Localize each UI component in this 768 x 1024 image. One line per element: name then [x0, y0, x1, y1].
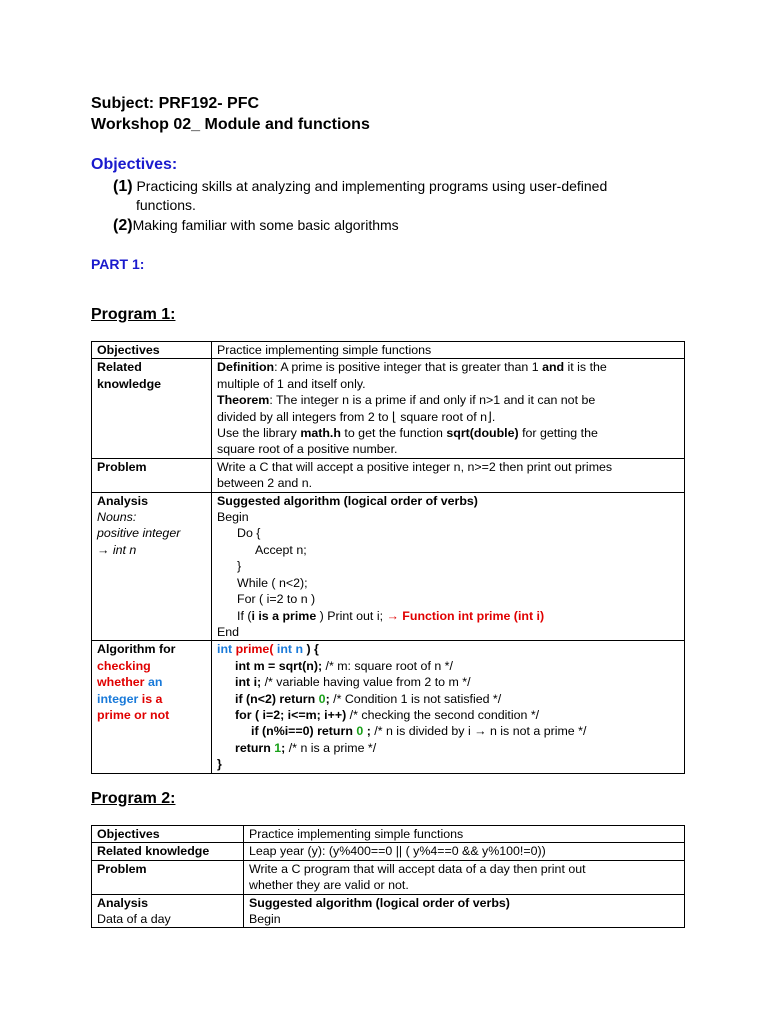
code-comment: /* variable having value from 2 to m */ [261, 675, 471, 690]
definition-text: it is the [564, 360, 607, 375]
code-text: ; [281, 740, 286, 755]
row-label: Objectives [92, 342, 212, 359]
code-line [217, 674, 679, 690]
program-1-table [91, 341, 685, 774]
analysis-label: Analysis [97, 895, 148, 910]
library-name: math.h [300, 426, 341, 441]
row-text [212, 458, 685, 492]
code-text: for ( i=2; i<=m; i++) [235, 707, 347, 722]
label-word: whether [97, 675, 145, 690]
table-row [92, 843, 685, 860]
library-text: to get the function [340, 426, 447, 441]
row-label: Related knowledge [92, 843, 244, 860]
label-line [97, 691, 206, 707]
table-row [92, 492, 685, 641]
code-line [217, 723, 679, 739]
algorithm-line: Begin [217, 510, 249, 525]
program-2-table [91, 825, 685, 928]
algorithm-line: End [217, 624, 240, 639]
code-text: if (n<2) return [235, 691, 319, 706]
code-comment: /* checking the second condition */ [346, 707, 540, 722]
code-comment: /* m: square root of n */ [322, 658, 453, 673]
row-text: Practice implementing simple functions [212, 342, 685, 359]
program-2-heading: Program 2: [91, 790, 176, 807]
definition-and: and [542, 360, 565, 375]
algorithm-line: Accept n; [255, 542, 307, 557]
row-label [92, 492, 212, 641]
code-function: prime( [232, 642, 274, 657]
label-word: integer [97, 691, 139, 706]
objective-text: Making familiar with some basic algorithms [132, 217, 399, 233]
definition-line [217, 359, 679, 375]
library-text: Use the library [217, 426, 301, 441]
algorithm-text: If ( [237, 608, 252, 623]
code-text: int m = sqrt(n); [235, 658, 323, 673]
label-word: is a [138, 691, 163, 706]
workshop-heading: Workshop 02_ Module and functions [91, 116, 370, 133]
objectives-heading: Objectives: [91, 156, 178, 173]
library-line: square root of a positive number. [217, 442, 398, 457]
code-comment: /* n is a prime */ [285, 740, 377, 755]
code-comment: /* Condition 1 is not satisfied */ [329, 691, 502, 706]
problem-line: Write a C program that will accept data of a day then print out [249, 861, 586, 876]
algorithm-condition: i is a prime [251, 608, 317, 623]
algorithm-line: For ( i=2 to n ) [237, 592, 316, 607]
row-text [244, 860, 685, 894]
code-text: if (n%i==0) return [251, 724, 357, 739]
row-text [212, 492, 685, 641]
table-row [92, 894, 685, 928]
suggested-heading: Suggested algorithm (logical order of verbs) [217, 493, 478, 508]
code-line [217, 658, 679, 674]
problem-line: whether they are valid or not. [249, 878, 409, 893]
definition-text: : A prime is positive integer that is greater than 1 [274, 360, 543, 375]
algorithm-line: While ( n<2); [237, 575, 308, 590]
table-row [92, 342, 685, 359]
code-line [217, 691, 679, 707]
row-text [244, 894, 685, 928]
suggested-heading: Suggested algorithm (logical order of verbs) [249, 895, 510, 910]
objective-number: (2) [113, 217, 133, 234]
analysis-label: Analysis [97, 493, 148, 508]
code-line [217, 707, 679, 723]
theorem-line: divided by all integers from 2 to ⌊ square root of n⌋. [217, 409, 496, 424]
code-line [217, 740, 679, 756]
theorem-label: Theorem [217, 393, 270, 408]
objective-text-continued: functions. [136, 197, 196, 213]
table-row [92, 860, 685, 894]
table-row [92, 359, 685, 458]
label-word: an [144, 675, 163, 690]
table-row [92, 826, 685, 843]
code-comment: /* n is divided by i → n is not a prime */ [370, 724, 587, 739]
row-label [92, 894, 244, 928]
part-heading: PART 1: [91, 256, 145, 272]
row-label: Objectives [92, 826, 244, 843]
theorem-text: : The integer n is a prime if and only if n>1 and it can not be [269, 393, 596, 408]
table-row [92, 641, 685, 773]
code-text: ; [325, 691, 330, 706]
code-line: } [217, 757, 222, 772]
row-text: Leap year (y): (y%400==0 || ( y%4==0 && y%100!=0)) [244, 843, 685, 860]
algorithm-line [217, 608, 679, 624]
code-text: ) { [303, 642, 319, 657]
definition-label: Definition [217, 360, 275, 375]
algorithm-line: Do { [237, 526, 261, 541]
nouns-label: Nouns: [97, 510, 137, 525]
theorem-line [217, 392, 679, 408]
label-line [97, 674, 206, 690]
noun-item: Data of a day [97, 912, 171, 927]
objective-item-1 [113, 178, 607, 196]
code-block [212, 641, 685, 773]
subject-heading: Subject: PRF192- PFC [91, 95, 260, 112]
row-text [212, 359, 685, 458]
table-row [92, 458, 685, 492]
library-line [217, 425, 679, 441]
code-literal: 1 [274, 740, 282, 755]
program-1-heading: Program 1: [91, 306, 176, 323]
code-param: int n [273, 642, 304, 657]
objective-text: Practicing skills at analyzing and implementing programs using user-defined [132, 178, 608, 194]
label-line: Related [97, 360, 142, 375]
function-name: sqrt(double) [446, 426, 519, 441]
algorithm-line: Begin [249, 912, 281, 927]
library-text: for getting the [518, 426, 598, 441]
code-literal: 0 [356, 724, 364, 739]
algorithm-line: } [237, 559, 242, 574]
code-literal: 0 [318, 691, 326, 706]
code-text: int i; [235, 675, 262, 690]
row-label: Problem [92, 458, 212, 492]
noun-item: positive integer [97, 526, 181, 541]
label-line: Algorithm for [97, 642, 176, 657]
noun-item: → int n [97, 542, 137, 557]
row-label [92, 641, 212, 773]
label-line: knowledge [97, 376, 162, 391]
definition-line: multiple of 1 and itself only. [217, 376, 366, 391]
row-label: Problem [92, 860, 244, 894]
label-line: checking [97, 658, 151, 673]
objective-number: (1) [113, 178, 133, 195]
row-label [92, 359, 212, 458]
algorithm-text: ) Print out i; [316, 608, 387, 623]
objective-item-2 [113, 217, 399, 235]
code-text: ; [363, 724, 371, 739]
code-keyword: int [217, 642, 233, 657]
label-line: prime or not [97, 707, 170, 722]
row-text: Practice implementing simple functions [244, 826, 685, 843]
problem-line: between 2 and n. [217, 476, 313, 491]
code-line [217, 641, 679, 657]
problem-line: Write a C that will accept a positive integer n, n>=2 then print out primes [217, 459, 613, 474]
function-reference: → Function int prime (int i) [386, 608, 545, 623]
code-text: return [235, 740, 275, 755]
